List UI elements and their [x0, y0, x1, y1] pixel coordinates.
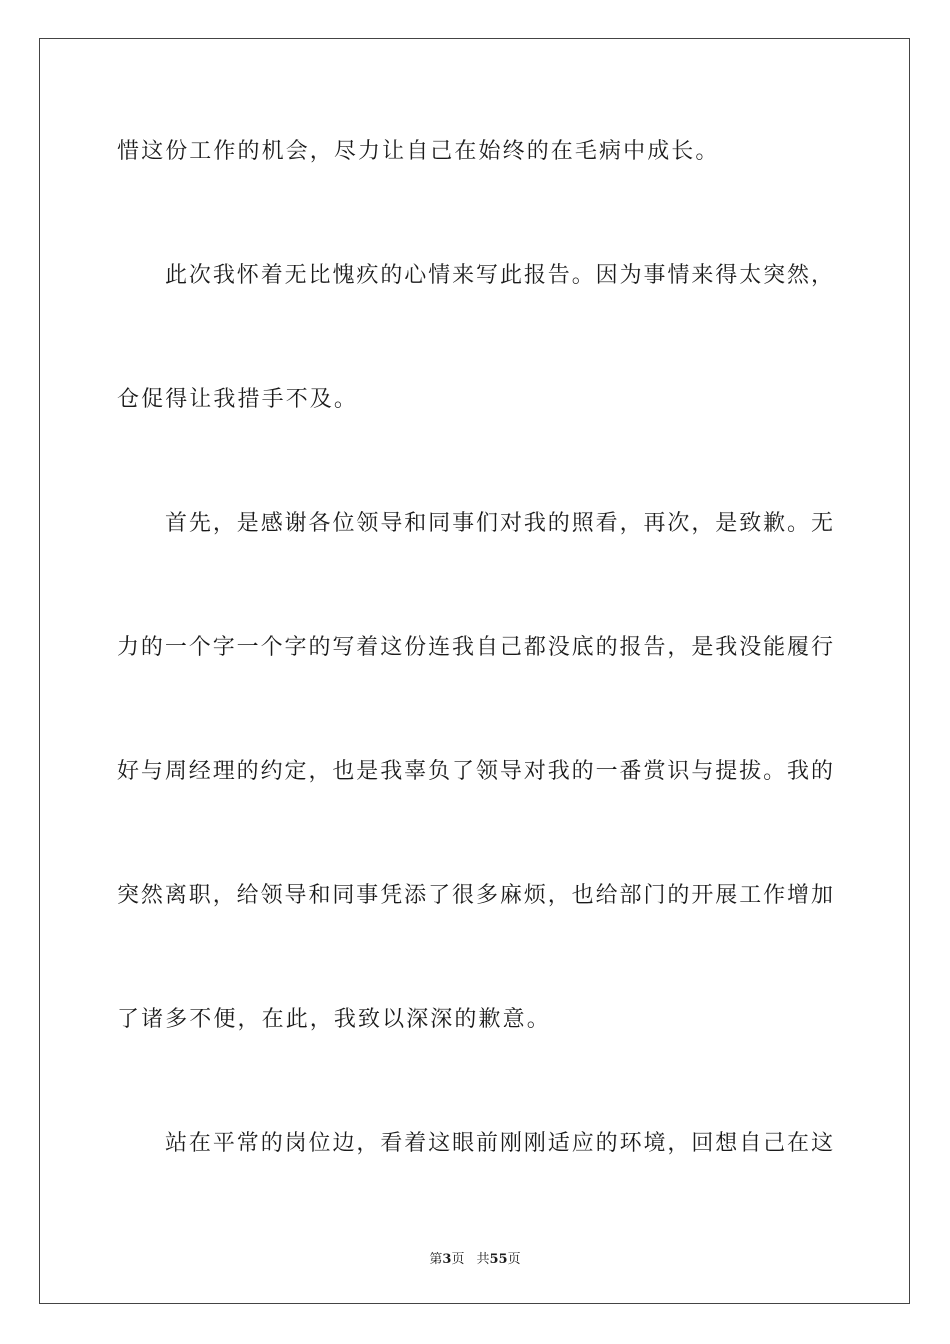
current-page-number: 3 — [442, 1252, 452, 1267]
paragraph-line-1: 惜这份工作的机会，尽力让自己在始终的在毛病中成长。 — [117, 139, 720, 164]
paragraph-line-9: 站在平常的岗位边，看着这眼前刚刚适应的环境，回想自己在这 — [165, 1131, 833, 1156]
total-pages-number: 55 — [489, 1252, 508, 1267]
paragraph-line-2: 此次我怀着无比愧疚的心情来写此报告。因为事情来得太突然， — [165, 263, 833, 288]
footer-prefix: 第 — [429, 1252, 443, 1267]
page-footer — [0, 1248, 950, 1267]
paragraph-line-5: 力的一个字一个字的写着这份连我自己都没底的报告，是我没能履行 — [117, 635, 833, 660]
paragraph-line-3: 仓促得让我措手不及。 — [117, 387, 359, 412]
footer-total-prefix: 共 — [476, 1252, 490, 1267]
paragraph-line-7: 突然离职，给领导和同事凭添了很多麻烦，也给部门的开展工作增加 — [117, 883, 833, 908]
footer-page-suffix: 页 — [451, 1252, 465, 1267]
paragraph-line-4: 首先，是感谢各位领导和同事们对我的照看，再次，是致歉。无 — [165, 511, 833, 536]
footer-total-suffix: 页 — [507, 1252, 521, 1267]
paragraph-line-8: 了诸多不便，在此，我致以深深的歉意。 — [117, 1007, 551, 1032]
paragraph-line-6: 好与周经理的约定，也是我辜负了领导对我的一番赏识与提拔。我的 — [117, 759, 833, 784]
page-border — [39, 38, 910, 1304]
